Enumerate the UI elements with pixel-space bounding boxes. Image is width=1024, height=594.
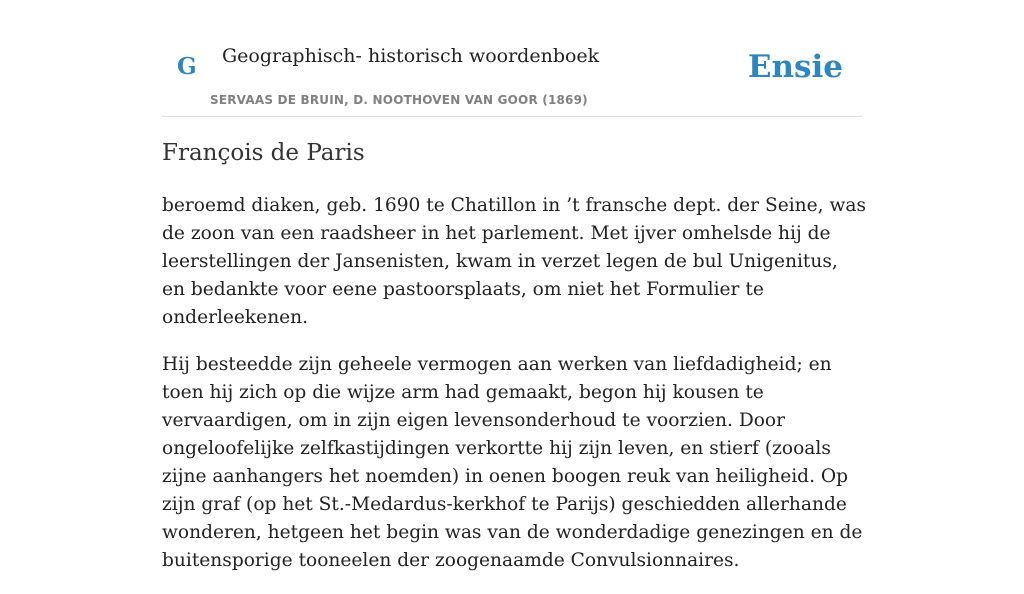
book-title[interactable]: Geographisch- historisch woordenboek — [222, 45, 600, 67]
entry-title: François de Paris — [162, 140, 365, 166]
book-header — [162, 0, 862, 117]
entry-paragraph: beroemd diaken, geb. 1690 te Chatillon in ’t fransche dept. der Seine, was de zoon van een raadsheer in het parlement. Met ijver omhelsde hij de leerstellingen der Jansenisten, kwam in verzet legen de bul Unigenitus, en bedankte voor eene pastoorsplaats, om niet het Formulier te onderleekenen. — [162, 195, 867, 328]
entry-paragraph: Hij besteedde zijn geheele vermogen aan werken van liefdadigheid; en toen hij zich op die wijze arm had gemaakt, begon hij kousen te vervaardigen, om in zijn eigen levensonderhoud te voorzien. Door ongeloofelijke zelfkastijdingen verkortte hij zijn leven, en stierf (zooals zijne aanhangers het noemden) in oenen boogen reuk van heiligheid. Op zijn graf (op het St.-Medardus-kerkhof te Parijs) geschiedden allerhande wonderen, hetgeen het begin was van de wonderdadige genezingen en de buitensporige tooneelen der zoogenaamde Convulsionnaires. — [162, 354, 863, 571]
entry-content — [162, 192, 866, 594]
book-meta: SERVAAS DE BRUIN, D. NOOTHOVEN VAN GOOR (1869) — [210, 93, 588, 107]
book-logo-letter[interactable]: G — [177, 53, 197, 80]
brand-logo[interactable]: Ensie — [747, 49, 843, 85]
